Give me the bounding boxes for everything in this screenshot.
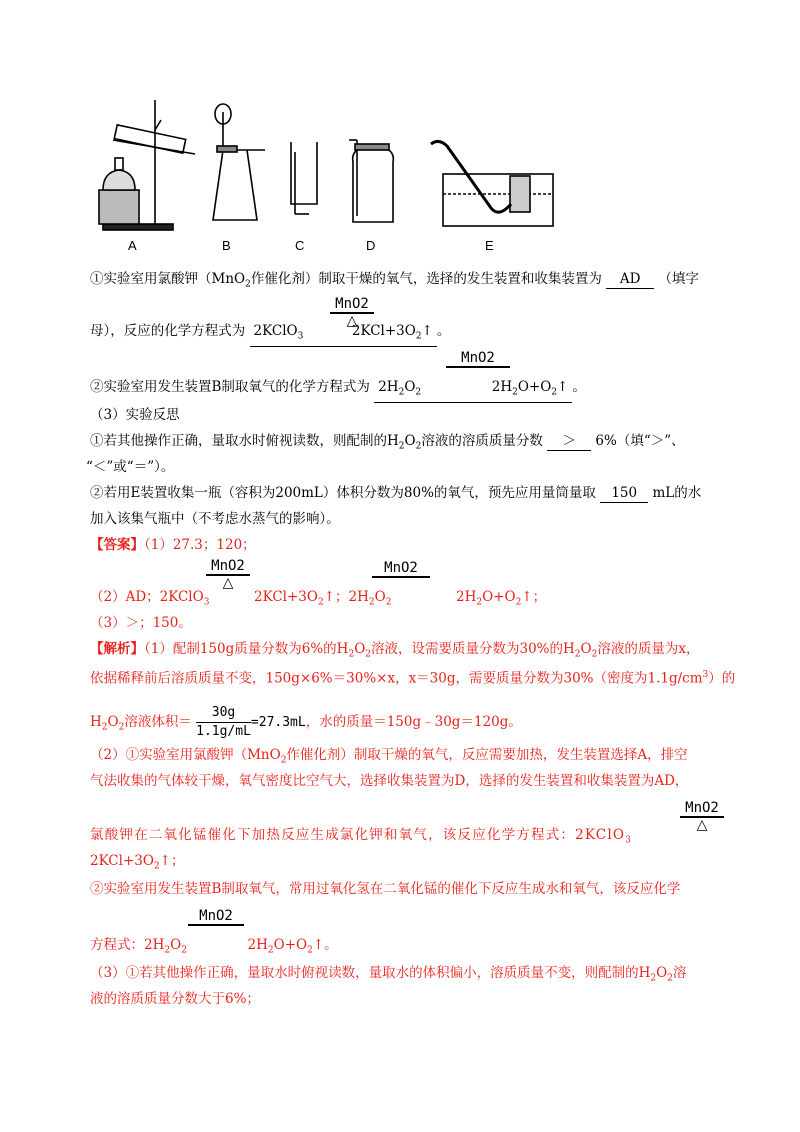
analysis-p1-line1: 【解析】（1）配制150g质量分数为6%的$H_2O_2$溶液，设需要质量分数为30%的$H_2O_2$溶液的质量为x，	[90, 641, 700, 660]
q3-2-line2: 加入该集气瓶中（不考虑水蒸气的影响）。	[90, 511, 340, 527]
analysis-p2-line3: 氯酸钾在二氧化锰催化下加热反应生成氯化钾和氧气，该反应化学方程式：2KClO$_3$	[90, 827, 633, 846]
analysis-p2-line1: （2）①实验室用氯酸钾（MnO$_2$作催化剂）制取干燥的氧气，反应需要加热，发生装置选择A，排空	[90, 747, 688, 766]
analysis-catalyst-1: MnO2 △	[680, 800, 724, 832]
apparatus-label-e: E	[485, 238, 494, 253]
analysis-p4-line2: 液的溶质质量分数大于6%；	[90, 991, 260, 1007]
answer-line3: （3）＞；150。	[90, 615, 192, 631]
analysis-p4-line1: （3）①若其他操作正确，量取水时俯视读数，量取水的体积偏小，溶质质量不变，则配制的$H_2O_2$溶	[90, 965, 687, 984]
q1-line1: ①实验室用氯酸钾（MnO$_2$作催化剂）制取干燥的氧气，选择的发生装置和收集装置为 AD （填字	[90, 271, 699, 290]
q3-1-line1: ①若其他操作正确，量取水时俯视读数，则配制的$H_2O_2$溶液的溶质质量分数 ＞ 6%（填“＞”、	[90, 433, 685, 452]
apparatus-label-b: B	[222, 238, 231, 253]
analysis-catalyst-2: MnO2	[188, 908, 244, 926]
answer-line2: （2）AD；2KClO$_3$ $2KCl+3O_2↑$；$2H_2O_2$ $2H_2O+O_2↑$；	[90, 589, 547, 608]
answer-line1: 【答案】（1）27.3；120；	[90, 537, 256, 553]
apparatus-figure	[95, 92, 565, 254]
q1-catalyst: MnO2 △	[330, 296, 374, 328]
answer-catalyst-2: MnO2	[372, 560, 430, 578]
q1-answer-blank: AD	[606, 270, 654, 289]
q2-catalyst: MnO2	[446, 350, 510, 368]
q3-1-line2: “＜”或“＝”）。	[86, 459, 175, 475]
analysis-p3-line2: 方程式：$2H_2O_2$ $2H_2O+O_2↑$。	[90, 937, 338, 956]
analysis-p2-line4: $2KCl+3O_2↑$；	[90, 853, 185, 872]
analysis-p2-line2: 气法收集的气体较干燥，氧气密度比空气大，选择收集装置为D，选择的发生装置和收集装置为AD，	[90, 773, 689, 789]
analysis-p1-line2: 依据稀释前后溶质质量不变，150g×6%＝30%×x，x＝30g，需要质量分数为30%（密度为$1.1g/cm^3$）的	[90, 670, 736, 687]
apparatus-label-a: A	[128, 238, 137, 253]
volume-fraction: $\frac{30g}{1.1g/mL}$	[196, 705, 251, 739]
apparatus-label-c: C	[295, 238, 305, 253]
q3-2-line1: ②若用E装置收集一瓶（容积为200mL）体积分数为80%的氧气，预先应用量筒量取 150 mL的水	[90, 485, 702, 501]
section-3-heading: （3）实验反思	[90, 407, 180, 423]
answer-catalyst-1: MnO2 △	[206, 558, 250, 590]
apparatus-label-d: D	[366, 238, 376, 253]
q1-line2: 母），反应的化学方程式为 2KClO$_3$ $2KCl+3O_2↑$ 。	[90, 322, 450, 347]
analysis-p1-line3: $H_2O_2$溶液体积＝ $\frac{30g}{1.1g/mL}$ =27.3mL，水的质量＝150g﹣30g＝120g。	[90, 705, 522, 739]
q2-line: ②实验室用发生装置B制取氧气的化学方程式为 $2H_2O_2$ $2H_2O+O_2↑$ 。	[90, 378, 586, 403]
analysis-p3-line1: ②实验室用发生装置B制取氧气，常用过氧化氢在二氧化锰的催化下反应生成水和氧气，该反应化学	[90, 881, 681, 897]
